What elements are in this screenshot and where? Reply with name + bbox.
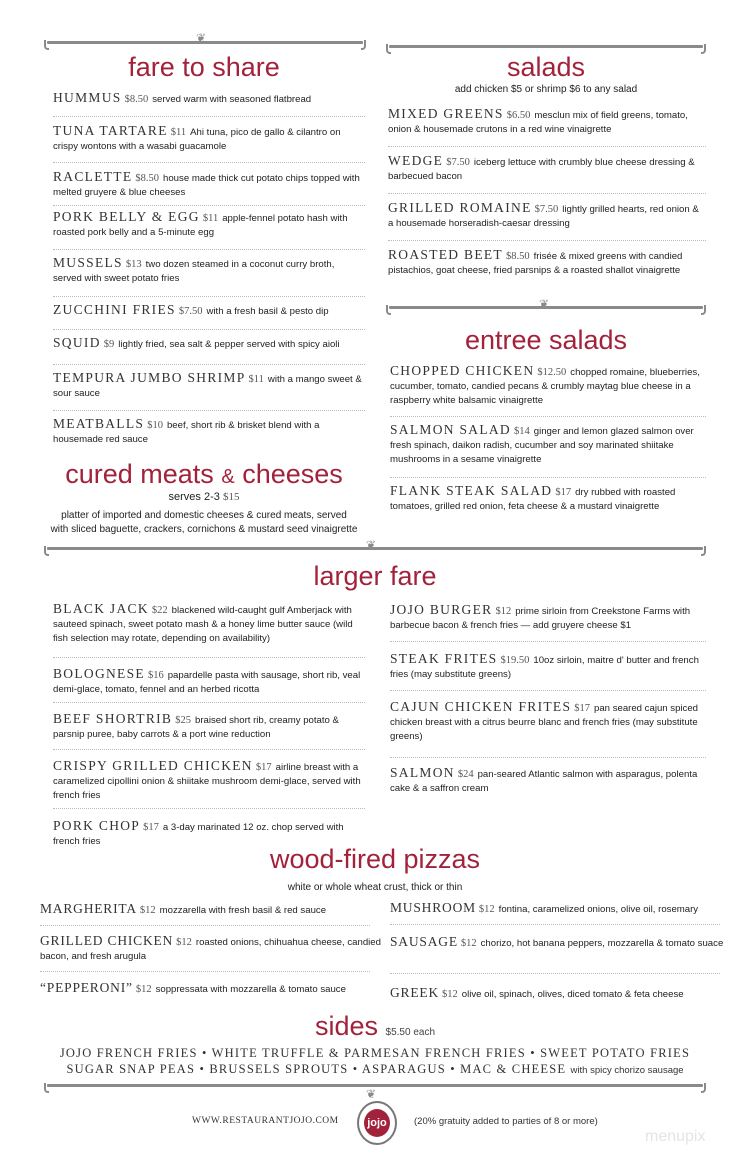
- item-name: FLANK STEAK SALAD: [390, 483, 553, 498]
- item-name: BOLOGNESE: [53, 666, 145, 681]
- item-description: papardelle pasta with sausage, short rib, veal demi-glace, tomato, fennel and an herbed ricotta: [53, 670, 361, 695]
- item-price: $7.50: [446, 157, 470, 168]
- item-name: MARGHERITA: [40, 901, 137, 916]
- item-name: GRILLED ROMAINE: [388, 200, 532, 215]
- item-price: $11: [202, 213, 219, 224]
- item-price: $6.50: [506, 110, 531, 121]
- menu-item: [40, 981, 385, 997]
- menu-item: [40, 902, 385, 918]
- section-title-larger-fare: larger fare: [313, 561, 437, 591]
- dotted-separator: [53, 329, 365, 330]
- dotted-separator: [40, 925, 370, 926]
- item-name: TEMPURA JUMBO SHRIMP: [53, 370, 246, 385]
- item-price: $13: [125, 259, 142, 270]
- item-name: SQUID: [53, 335, 101, 350]
- item-description: prime sirloin from Creekstone Farms with barbecue bacon & french fries — add gruyere cheese $1: [390, 606, 691, 631]
- item-description: with a fresh basil & pesto dip: [206, 306, 329, 317]
- item-name: TUNA TARTARE: [53, 123, 168, 138]
- dotted-separator: [53, 749, 365, 750]
- dotted-separator: [53, 205, 365, 206]
- item-description: two dozen steamed in a coconut curry broth, served with sweet potato fries: [53, 259, 335, 284]
- menu-item: [390, 423, 706, 467]
- item-name: CRISPY GRILLED CHICKEN: [53, 758, 253, 773]
- dotted-separator: [53, 702, 365, 703]
- item-description: ginger and lemon glazed salmon over fresh spinach, daikon radish, cucumber and soy marinated shiitake mushrooms in a sesame vinaigrette: [390, 426, 694, 465]
- item-price: $8.50: [135, 173, 160, 184]
- dotted-separator: [388, 146, 706, 147]
- menu-item: [53, 124, 365, 154]
- item-name: JOJO BURGER: [390, 602, 493, 617]
- item-price: $11: [170, 127, 187, 138]
- item-price: $17: [255, 762, 272, 773]
- item-price: $8.50: [505, 251, 530, 262]
- item-name: GREEK: [390, 985, 439, 1000]
- menu-item: [53, 210, 365, 240]
- item-name: SALMON SALAD: [390, 422, 511, 437]
- item-name: MUSSELS: [53, 255, 123, 270]
- item-name: HUMMUS: [53, 90, 122, 105]
- item-name: MEATBALLS: [53, 416, 145, 431]
- menu-item: [53, 303, 365, 319]
- sides-price: $5.50 each: [385, 1027, 436, 1038]
- item-description: braised short rib, creamy potato & parsnip puree, baby carrots & a port wine reduction: [53, 715, 339, 740]
- ornament-icon: ❦: [366, 1087, 377, 1101]
- item-name: PORK CHOP: [53, 818, 141, 833]
- item-price: $12: [478, 904, 495, 915]
- menu-item: [53, 371, 365, 401]
- menu-item: [53, 667, 365, 697]
- menu-item: [388, 201, 706, 231]
- dotted-separator: [390, 924, 720, 925]
- menu-item: [53, 170, 365, 200]
- item-name: BLACK JACK: [53, 601, 149, 616]
- item-name: SAUSAGE: [390, 934, 458, 949]
- sides-row-1: JOJO FRENCH FRIES • WHITE TRUFFLE & PARMESAN FRENCH FRIES • SWEET POTATO FRIES: [59, 1046, 691, 1060]
- menu-item: [53, 417, 365, 447]
- item-name: CAJUN CHICKEN FRITES: [390, 699, 572, 714]
- item-price: $17: [574, 703, 591, 714]
- item-description: beef, short rib & brisket blend with a housemade red sauce: [53, 420, 320, 445]
- section-title-pizzas: wood-fired pizzas: [269, 844, 481, 874]
- sides-row-2: [0, 1062, 750, 1077]
- item-description: a 3-day marinated 12 oz. chop served with french fries: [53, 822, 344, 847]
- item-name: PORK BELLY & EGG: [53, 209, 200, 224]
- cured-price: $15: [222, 491, 240, 503]
- salads-note: add chicken $5 or shrimp $6 to any salad: [454, 84, 638, 95]
- item-price: $17: [143, 822, 159, 833]
- menu-item: [390, 652, 706, 682]
- item-description: roasted onions, chihuahua cheese, candied bacon, and fresh arugula: [40, 937, 381, 962]
- sides-row-2-items: SUGAR SNAP PEAS • BRUSSELS SPROUTS • ASPARAGUS • MAC & CHEESE: [66, 1062, 567, 1076]
- item-name: CHOPPED CHICKEN: [390, 363, 535, 378]
- item-price: $19.50: [500, 655, 530, 666]
- item-name: SALMON: [390, 765, 455, 780]
- menu-item: [53, 819, 365, 849]
- item-description: soppressata with mozzarella & tomato sauce: [155, 984, 346, 995]
- item-description: with a mango sweet & sour sauce: [53, 374, 362, 399]
- sides-row-2-note: with spicy chorizo sausage: [570, 1065, 684, 1076]
- watermark: menupix: [645, 1128, 706, 1145]
- dotted-separator: [53, 162, 365, 163]
- menu-item: [53, 256, 365, 286]
- dotted-separator: [53, 410, 365, 411]
- item-price: $12: [135, 984, 152, 995]
- dotted-separator: [390, 690, 706, 691]
- item-price: $11: [248, 374, 264, 385]
- cured-desc-1: platter of imported and domestic cheeses & cured meats, served: [61, 510, 347, 521]
- item-description: blackened wild-caught gulf Amberjack with sauteed spinach, sweet potato mash & a honey lime butter sauce (wild fish selection may rotate, depending on availability): [53, 605, 353, 644]
- item-name: ROASTED BEET: [388, 247, 503, 262]
- dotted-separator: [390, 477, 706, 478]
- dotted-separator: [390, 641, 706, 642]
- item-description: pan seared cajun spiced chicken breast with a citrus beurre blanc and french fries (may substitute greens): [390, 703, 699, 742]
- item-price: $12: [139, 905, 156, 916]
- item-name: MIXED GREENS: [388, 106, 504, 121]
- divider-rule: [389, 45, 703, 48]
- dotted-separator: [53, 116, 365, 117]
- item-description: chorizo, hot banana peppers, mozzarella & tomato suace: [480, 938, 724, 949]
- dotted-separator: [53, 364, 365, 365]
- item-description: pan-seared Atlantic salmon with asparagus, polenta cake & a saffron cream: [390, 769, 698, 794]
- item-description: frisée & mixed greens with candied pistachios, goat cheese, fried parsnips & a roasted shallot vinaigrette: [388, 251, 683, 276]
- item-name: GRILLED CHICKEN: [40, 933, 174, 948]
- menu-item: [390, 766, 706, 796]
- cured-desc-2: with sliced baguette, crackers, cornichons & mustard seed vinaigrette: [50, 524, 358, 535]
- website-link[interactable]: WWW.RESTAURANTJOJO.COM: [192, 1116, 339, 1126]
- item-description: fontina, caramelized onions, olive oil, rosemary: [498, 904, 699, 915]
- item-price: $12.50: [537, 367, 567, 378]
- dotted-separator: [53, 657, 365, 658]
- jojo-logo: [357, 1101, 397, 1145]
- item-name: RACLETTE: [53, 169, 133, 184]
- item-description: lightly grilled hearts, red onion & a housemade horseradish-caesar dressing: [388, 204, 699, 229]
- item-description: dry rubbed with roasted tomatoes, grilled red onion, feta cheese & a mustard vinaigrette: [390, 487, 676, 512]
- item-price: $7.50: [178, 306, 203, 317]
- ornament-icon: ❦: [196, 31, 207, 45]
- menu-item: [390, 901, 735, 917]
- item-name: BEEF SHORTRIB: [53, 711, 173, 726]
- item-price: $16: [147, 670, 164, 681]
- menu-item: [390, 484, 706, 514]
- item-description: served warm with seasoned flatbread: [152, 94, 312, 105]
- menu-item: [53, 336, 365, 352]
- dotted-separator: [388, 193, 706, 194]
- dotted-separator: [40, 971, 370, 972]
- section-title-salads: salads: [506, 52, 586, 82]
- title-amp: &: [221, 466, 235, 488]
- item-price: $17: [555, 487, 572, 498]
- item-description: apple-fennel potato hash with roasted pork belly and a 5-minute egg: [53, 213, 348, 238]
- logo-text: jojo: [364, 1109, 390, 1137]
- menu-item: [390, 364, 706, 408]
- ornament-icon: ❦: [366, 538, 377, 552]
- menu-item: [53, 91, 365, 107]
- menu-item: [53, 712, 365, 742]
- dotted-separator: [53, 808, 365, 809]
- item-name: ZUCCHINI FRIES: [53, 302, 176, 317]
- item-description: lightly fried, sea salt & pepper served with spicy aioli: [118, 339, 340, 350]
- dotted-separator: [53, 249, 365, 250]
- dotted-separator: [390, 973, 720, 974]
- item-description: iceberg lettuce with crumbly blue cheese dressing & barbecued bacon: [388, 157, 695, 182]
- menu-item: [388, 248, 706, 278]
- menu-item: [53, 759, 365, 803]
- item-description: olive oil, spinach, olives, diced tomato & feta cheese: [461, 989, 684, 1000]
- cured-serves: [45, 491, 363, 503]
- menu-item: [388, 154, 706, 184]
- item-price: $22: [151, 605, 168, 616]
- gratuity-note: (20% gratuity added to parties of 8 or more): [414, 1116, 598, 1127]
- section-title-fare-to-share: fare to share: [128, 52, 280, 82]
- title-part: cured meats: [65, 459, 214, 489]
- item-description: mozzarella with fresh basil & red sauce: [159, 905, 327, 916]
- ornament-icon: ❦: [539, 297, 550, 311]
- item-name: “PEPPERONI”: [40, 980, 133, 995]
- item-description: airline breast with a caramelized cipollini onion & shiitake mushroom demi-glace, served with french fries: [53, 762, 361, 801]
- item-price: $10: [147, 420, 163, 431]
- menu-item: [390, 603, 706, 633]
- dotted-separator: [388, 240, 706, 241]
- dotted-separator: [390, 757, 706, 758]
- item-description: house made thick cut potato chips topped with melted gruyere & blue cheeses: [53, 173, 360, 198]
- item-price: $12: [176, 937, 192, 948]
- menu-item: [390, 935, 735, 951]
- item-price: $12: [495, 606, 512, 617]
- item-price: $9: [103, 339, 115, 350]
- item-name: STEAK FRITES: [390, 651, 498, 666]
- item-name: WEDGE: [388, 153, 444, 168]
- item-price: $12: [460, 938, 477, 949]
- item-description: mesclun mix of field greens, tomato, onion & housemade crutons in a red wine vinaigrette: [388, 110, 688, 135]
- item-price: $24: [457, 769, 474, 780]
- section-title-sides: [300, 1011, 450, 1042]
- sides-title: sides: [314, 1011, 378, 1041]
- dotted-separator: [53, 296, 365, 297]
- item-name: MUSHROOM: [390, 900, 476, 915]
- serves-text: serves 2-3: [168, 491, 220, 503]
- section-title-cured-meats: [45, 459, 363, 490]
- item-description: Ahi tuna, pico de gallo & cilantro on crispy wontons with a wasabi guacamole: [53, 127, 341, 152]
- item-price: $12: [442, 989, 458, 1000]
- menu-item: [53, 602, 365, 646]
- dotted-separator: [390, 416, 706, 417]
- menu-item: [388, 107, 706, 137]
- menu-item: [390, 700, 706, 744]
- pizzas-note: white or whole wheat crust, thick or thin: [287, 882, 463, 893]
- item-price: $8.50: [124, 94, 149, 105]
- item-description: 10oz sirloin, maitre d' butter and french fries (may substitute greens): [390, 655, 699, 680]
- section-title-entree-salads: entree salads: [464, 325, 628, 355]
- item-price: $14: [513, 426, 530, 437]
- menu-item: [390, 986, 735, 1002]
- title-part: cheeses: [242, 459, 343, 489]
- item-description: chopped romaine, blueberries, cucumber, tomato, candied pecans & crumbly maytag blue cheese in a raspberry white balsamic vinaigrette: [390, 367, 700, 406]
- item-price: $7.50: [534, 204, 559, 215]
- item-price: $25: [175, 715, 191, 726]
- menu-item: [40, 934, 385, 964]
